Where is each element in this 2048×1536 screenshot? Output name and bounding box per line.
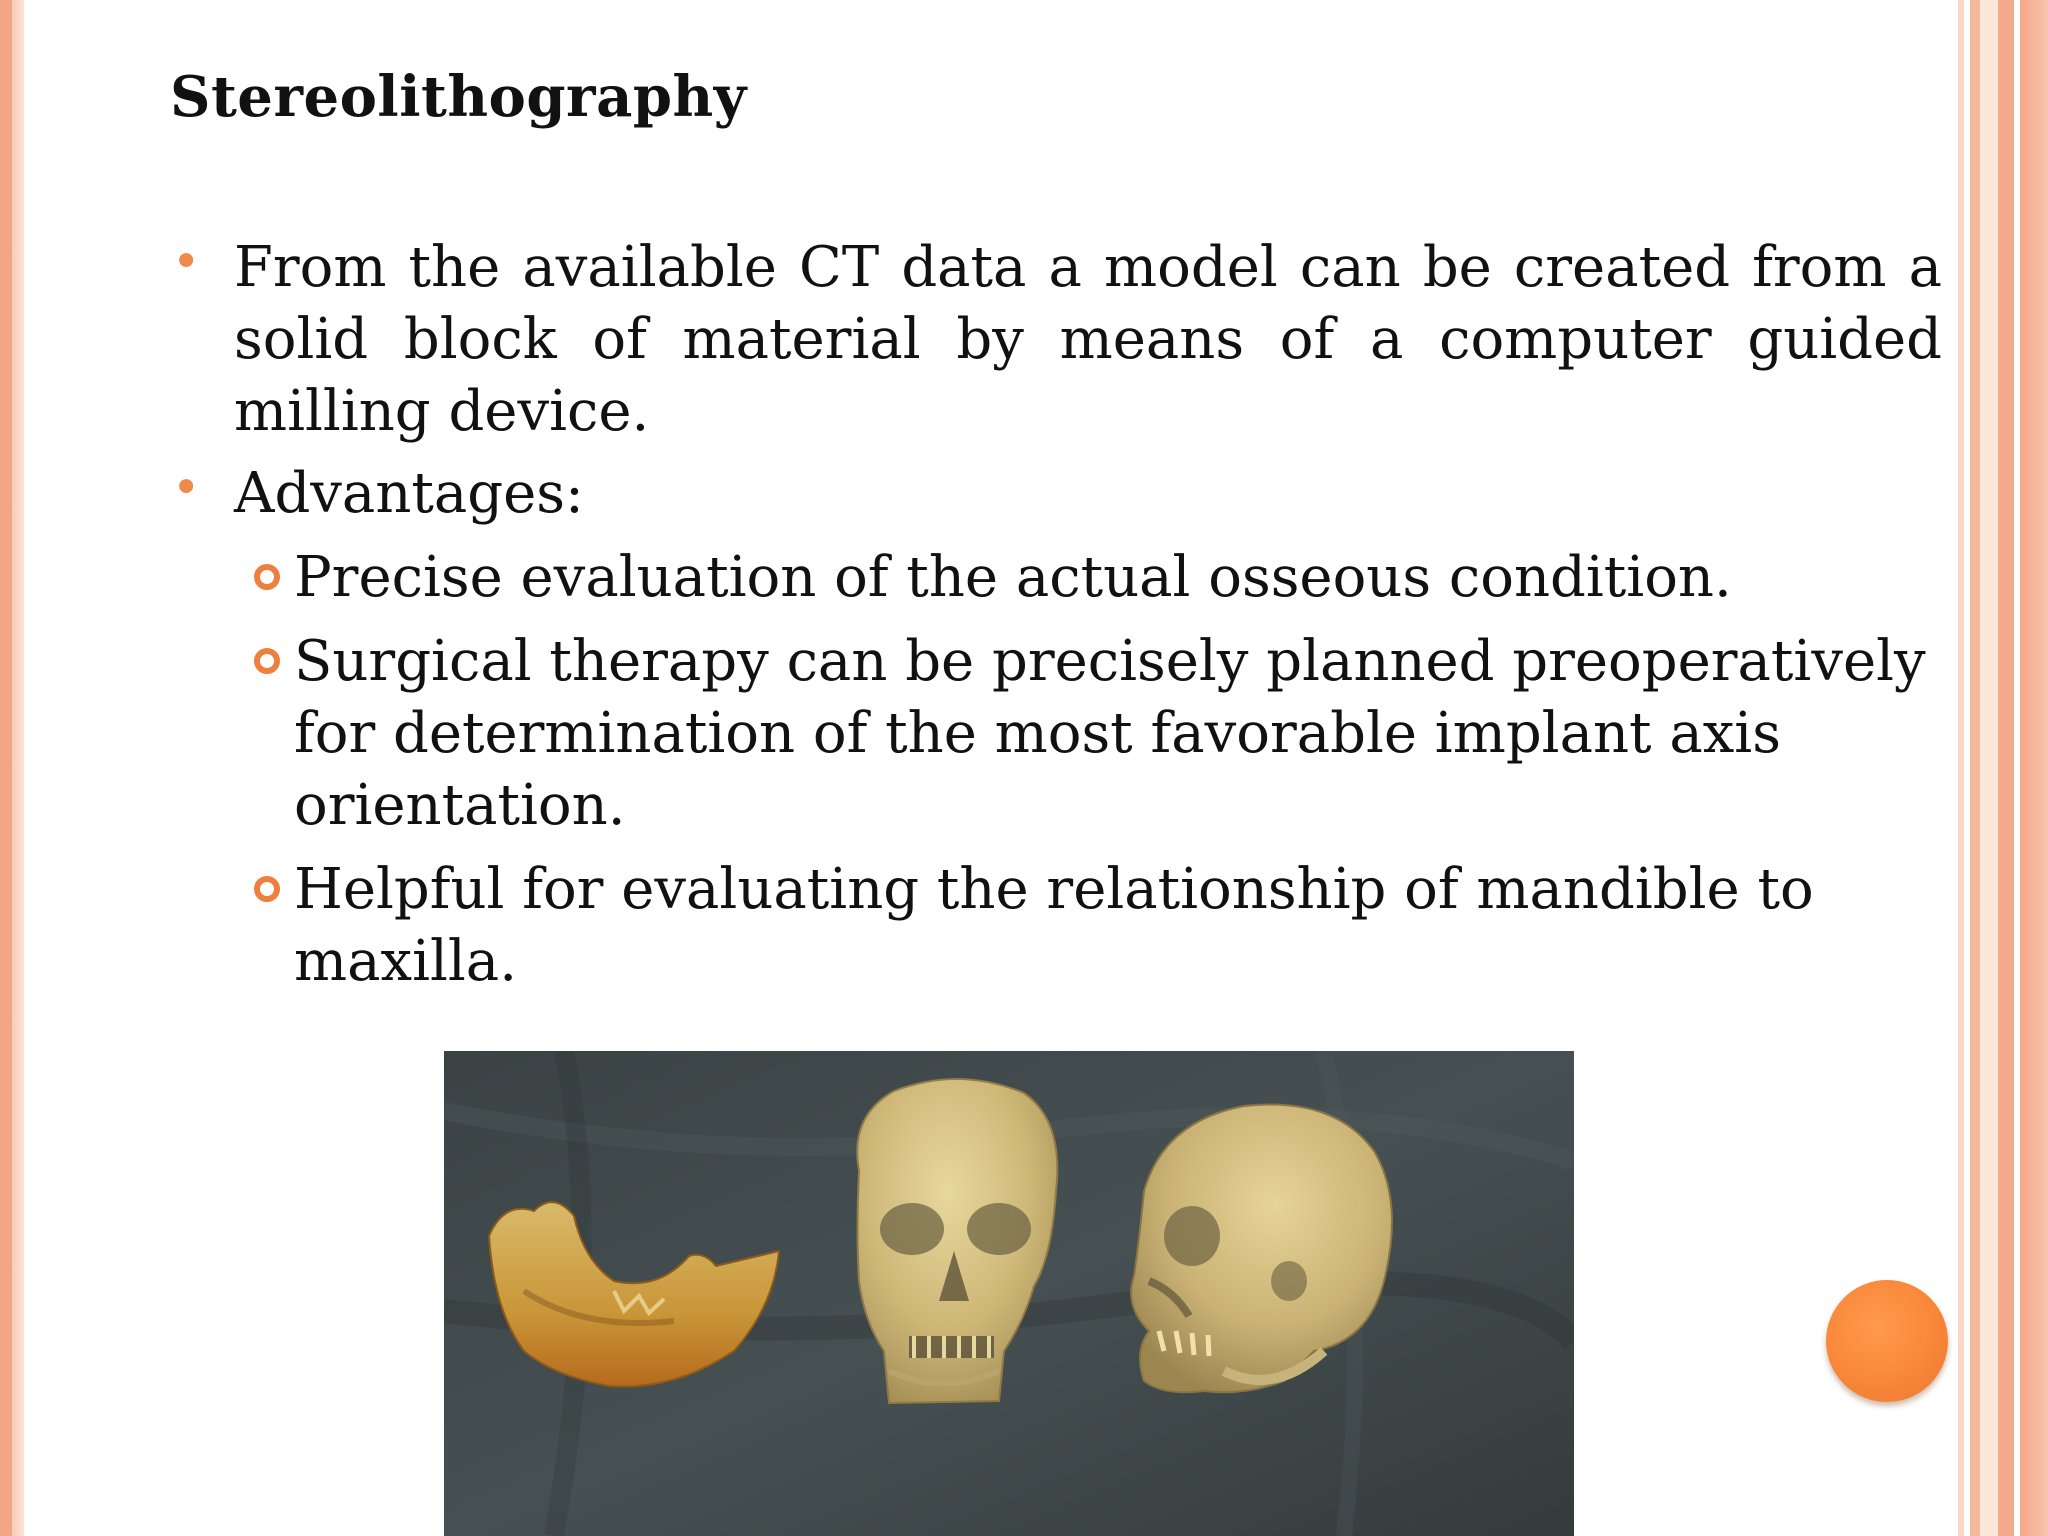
bullet-item	[170, 232, 1942, 448]
skull-models-illustration	[444, 1051, 1574, 1536]
sub-bullet-item	[294, 542, 1942, 614]
sub-bullet-text: Surgical therapy can be precisely planned preoperatively for determination of the most favorable implant axis orientation.	[294, 629, 1926, 838]
sub-bullet-item	[294, 854, 1942, 998]
bullet-text: Advantages:	[234, 461, 584, 526]
bullet-dot-icon: •	[172, 234, 201, 290]
sub-bullet-text: Helpful for evaluating the relationship of mandible to maxilla.	[294, 857, 1814, 994]
sub-bullet-text: Precise evaluation of the actual osseous condition.	[294, 545, 1732, 610]
skull-models-photo	[444, 1051, 1574, 1536]
orange-circle-icon	[1826, 1280, 1948, 1402]
bullet-item	[170, 458, 1942, 530]
ring-bullet-icon	[254, 564, 280, 590]
bullet-dot-icon: •	[172, 460, 201, 516]
ring-bullet-icon	[254, 876, 280, 902]
ring-bullet-icon	[254, 648, 280, 674]
bullet-list	[170, 232, 1942, 1010]
slide-title: Stereolithography	[170, 64, 747, 130]
right-decorative-border	[1958, 0, 2048, 1536]
sub-bullet-item	[294, 626, 1942, 842]
left-decorative-border	[0, 0, 24, 1536]
bullet-text: From the available CT data a model can be created from a solid block of material by means of a computer guided milling device.	[234, 235, 1942, 444]
